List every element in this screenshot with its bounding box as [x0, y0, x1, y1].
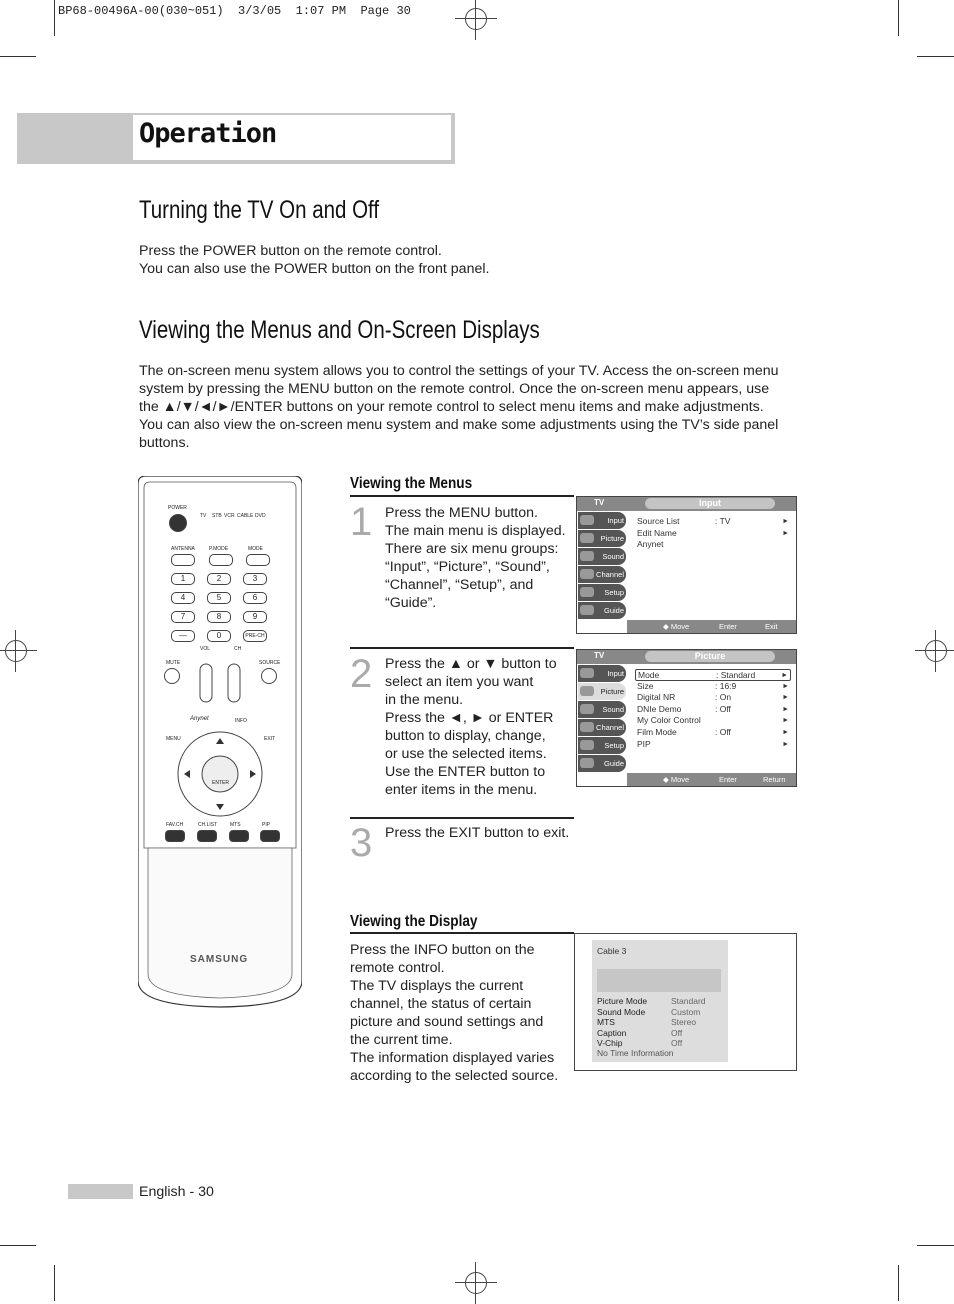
menus-intro	[139, 362, 799, 452]
step-1-line: “Input”, “Picture”, “Sound”,	[385, 559, 550, 575]
display-line: channel, the status of certain	[350, 996, 532, 1012]
osd-tv-label: TV	[594, 651, 605, 660]
menus-heading: Viewing the Menus and On-Screen Displays	[139, 316, 540, 344]
remote-exit-label: EXIT	[264, 736, 276, 742]
osd-row-value: : Standard	[716, 670, 756, 680]
step-3-text: Press the EXIT button to exit.	[385, 825, 570, 841]
picture-icon	[580, 686, 594, 696]
osd-row	[635, 727, 791, 739]
step-1-number: 1	[350, 500, 373, 544]
guide-icon	[580, 605, 594, 615]
osd-side-label: Picture	[600, 534, 624, 543]
antenna-button	[171, 554, 195, 566]
digit-button: 2	[207, 573, 231, 585]
osd-footer-return: Return	[763, 775, 786, 784]
section-title: Operation	[139, 118, 277, 149]
osd-row-label: My Color Control	[637, 715, 701, 726]
remote-source-stb: STB	[212, 513, 222, 519]
remote-control-illustration	[138, 476, 302, 1008]
info-label: Sound Mode	[597, 1006, 646, 1017]
osd-row-label: Digital NR	[637, 692, 676, 703]
osd-rows	[635, 669, 791, 750]
display-line: according to the selected source.	[350, 1068, 559, 1084]
remote-ch-label: CH	[234, 646, 242, 652]
setup-icon	[580, 740, 594, 750]
osd-side-label: Input	[607, 516, 624, 525]
registration-mark-left	[0, 632, 35, 670]
digit-button: 9	[243, 611, 267, 623]
osd-side-label: Setup	[604, 588, 624, 597]
osd-row-selected	[635, 669, 791, 681]
osd-side-item-channel	[578, 719, 626, 736]
sound-icon	[580, 551, 594, 561]
remote-anynet-label: Anynet	[190, 716, 209, 722]
osd-row-value: : On	[715, 692, 732, 703]
step-2-line: select an item you want	[385, 674, 534, 690]
arrow-right-icon: ►	[782, 529, 789, 537]
step-1-line: “Channel”, “Setup”, and	[385, 577, 534, 593]
display-line: remote control.	[350, 960, 445, 976]
osd-row	[635, 704, 791, 716]
osd-side-item-guide	[578, 602, 626, 619]
guide-icon	[580, 758, 594, 768]
osd-side-item-input	[578, 512, 626, 529]
display-line: picture and sound settings and	[350, 1014, 544, 1030]
display-line: The TV displays the current	[350, 978, 524, 994]
osd-side-item-channel	[578, 566, 626, 583]
arrow-right-icon: ►	[782, 728, 789, 736]
viewing-display-heading: Viewing the Display	[350, 913, 478, 930]
osd-row-label: DNIe Demo	[637, 703, 682, 714]
remote-source-cable: CABLE	[237, 513, 254, 519]
digit-button: 6	[243, 592, 267, 604]
osd-row	[635, 739, 791, 751]
display-line: Press the INFO button on the	[350, 942, 535, 958]
menus-intro-line: the ▲/▼/◄/►/ENTER buttons on your remote control to select menu items and make adjustments.	[139, 399, 764, 415]
mts-button	[229, 830, 249, 842]
osd-row	[635, 715, 791, 727]
info-values	[671, 996, 706, 1049]
osd-side-item-setup	[578, 584, 626, 601]
osd-side-item-setup	[578, 737, 626, 754]
turning-heading: Turning the TV On and Off	[139, 196, 380, 224]
remote-favch-label: FAV.CH	[166, 822, 184, 828]
step-1-line: Press the MENU button.	[385, 505, 538, 521]
osd-row-value: : Off	[715, 703, 731, 714]
osd-side-item-input	[578, 665, 626, 682]
remote-source-label: SOURCE	[259, 660, 281, 666]
arrow-right-icon: ►	[782, 717, 789, 725]
print-header: BP68-00496A-00(030~051) 3/3/05 1:07 PM Page 30	[58, 4, 411, 18]
digit-button: 7	[171, 611, 195, 623]
osd-row	[635, 539, 791, 551]
input-icon	[580, 668, 594, 678]
osd-footer-move: ◆ Move	[663, 622, 690, 631]
digit-button: 1	[171, 573, 195, 585]
osd-side-label: Guide	[603, 606, 624, 615]
step-3-rule	[350, 817, 574, 819]
digit-button: —	[171, 630, 195, 642]
osd-side-item-sound	[578, 548, 626, 565]
osd-picture-menu	[576, 649, 797, 787]
pip-button	[260, 830, 280, 842]
footer-band	[68, 1184, 133, 1199]
input-icon	[580, 515, 594, 525]
remote-pip-label: PIP	[262, 822, 271, 828]
info-label: MTS	[597, 1017, 615, 1027]
remote-power-label: POWER	[168, 505, 187, 511]
turning-line-2: You can also use the POWER button on the front panel.	[139, 261, 490, 277]
osd-row	[635, 681, 791, 693]
step-1-line: The main menu is displayed.	[385, 523, 566, 539]
osd-side-label: Input	[607, 669, 624, 678]
sound-icon	[580, 704, 594, 714]
arrow-right-icon: ►	[782, 705, 789, 713]
step-1-line: There are six menu groups:	[385, 541, 559, 557]
step-2-text	[385, 655, 557, 799]
step-2-line: or use the selected items.	[385, 746, 547, 762]
power-button	[169, 514, 187, 532]
remote-pmode-label: P.MODE	[209, 546, 229, 552]
channel-icon	[580, 569, 594, 579]
osd-side-label: Channel	[596, 723, 624, 732]
prech-button: PRE-CH	[243, 630, 267, 642]
info-label: V-Chip	[597, 1038, 623, 1048]
digit-button: 3	[243, 573, 267, 585]
osd-footer-enter: Enter	[719, 775, 737, 784]
step-2-line: Use the ENTER button to	[385, 764, 546, 780]
registration-mark-right	[917, 632, 954, 670]
remote-mode-label: MODE	[248, 546, 263, 552]
osd-footer-move: ◆ Move	[663, 775, 690, 784]
display-line: The information displayed varies	[350, 1050, 555, 1066]
osd-row-label: Edit Name	[637, 527, 677, 538]
osd-row-label: Source List	[637, 516, 680, 526]
step-2-rule	[350, 647, 574, 649]
osd-footer	[627, 620, 796, 633]
step-2-line: button to display, change,	[385, 728, 546, 744]
info-label: Caption	[597, 1027, 627, 1038]
info-value: Off	[671, 1038, 683, 1048]
info-labels	[597, 996, 647, 1049]
pmode-button	[209, 554, 233, 566]
remote-mute-label: MUTE	[166, 660, 181, 666]
remote-source-vcr: VCR	[224, 513, 235, 519]
arrow-right-icon: ►	[782, 694, 789, 702]
step-3-number: 3	[350, 821, 373, 865]
channel-icon	[580, 722, 594, 732]
osd-rows	[635, 516, 791, 551]
osd-menu-title: Picture	[645, 651, 775, 662]
arrow-right-icon: ►	[782, 518, 789, 525]
viewing-display-text	[350, 941, 558, 1085]
osd-input-menu	[576, 496, 797, 634]
osd-side-label: Setup	[604, 741, 624, 750]
info-time: No Time Information	[597, 1048, 674, 1058]
menus-intro-line: buttons.	[139, 435, 190, 451]
info-value: Stereo	[671, 1017, 697, 1027]
remote-brand-logo: SAMSUNG	[190, 954, 249, 965]
arrow-right-icon: ►	[782, 682, 789, 690]
digit-button: 8	[207, 611, 231, 623]
digit-button: 5	[207, 592, 231, 604]
osd-side-menu	[578, 512, 626, 620]
arrow-right-icon: ►	[781, 672, 788, 679]
osd-row-value: : TV	[715, 516, 731, 526]
info-value: Standard	[671, 996, 706, 1006]
turning-line-1: Press the POWER button on the remote control.	[139, 243, 442, 259]
osd-footer-enter: Enter	[719, 622, 737, 631]
osd-row-value: : Off	[715, 726, 731, 737]
remote-chlist-label: CH.LIST	[198, 822, 218, 828]
remote-source-dvd: DVD	[255, 513, 266, 519]
osd-side-item-picture	[578, 530, 626, 547]
chlist-button	[197, 830, 217, 842]
remote-info-label: INFO	[235, 718, 247, 724]
osd-row-label: PIP	[637, 738, 651, 749]
registration-mark-bottom	[457, 1264, 495, 1302]
remote-antenna-label: ANTENNA	[171, 546, 195, 552]
step-2-number: 2	[350, 652, 373, 696]
osd-row-label: Film Mode	[637, 726, 677, 737]
mode-button	[246, 554, 270, 566]
osd-footer	[627, 773, 796, 786]
step-2-line: Press the ◄, ► or ENTER	[385, 710, 554, 726]
remote-source-tv: TV	[200, 513, 207, 519]
osd-side-item-guide	[578, 755, 626, 772]
remote-mts-label: MTS	[230, 822, 241, 828]
page-number: English - 30	[139, 1184, 214, 1200]
picture-icon	[580, 533, 594, 543]
digit-button: 4	[171, 592, 195, 604]
favch-button	[165, 830, 185, 842]
viewing-menus-heading: Viewing the Menus	[350, 475, 473, 492]
info-channel: Cable 3	[597, 946, 627, 956]
source-button	[261, 668, 277, 684]
osd-row	[635, 528, 791, 540]
osd-side-label: Sound	[602, 552, 624, 561]
menus-intro-line: The on-screen menu system allows you to control the settings of your TV. Access the on-screen menu	[139, 363, 779, 379]
remote-vol-label: VOL	[200, 646, 211, 652]
menus-intro-line: system by pressing the MENU button on the remote control. Once the on-screen menu appears, use	[139, 381, 770, 397]
osd-side-item-picture	[578, 683, 626, 700]
info-title-strip	[597, 969, 721, 992]
osd-row-label: Mode	[638, 670, 660, 680]
osd-row	[635, 692, 791, 704]
osd-tv-label: TV	[594, 498, 605, 507]
viewing-menus-rule	[350, 495, 574, 497]
viewing-display-rule	[350, 932, 574, 934]
mute-button	[164, 668, 180, 684]
digit-button: 0	[207, 630, 231, 642]
osd-row-label: Size	[637, 680, 654, 691]
step-1-text	[385, 504, 566, 612]
step-2-line: Press the ▲ or ▼ button to	[385, 656, 557, 672]
step-1-line: “Guide”.	[385, 595, 437, 611]
info-label: Picture Mode	[597, 996, 648, 1006]
remote-menu-label: MENU	[166, 736, 181, 742]
step-2-line: enter items in the menu.	[385, 782, 538, 798]
osd-menu-title: Input	[645, 498, 775, 509]
osd-side-label: Sound	[602, 705, 624, 714]
osd-row	[635, 516, 791, 528]
setup-icon	[580, 587, 594, 597]
info-display-panel	[592, 940, 728, 1062]
info-value: Off	[671, 1027, 683, 1038]
osd-side-label: Channel	[596, 570, 624, 579]
menus-intro-line: You can also view the on-screen menu system and make some adjustments using the TV’s side panel	[139, 417, 779, 433]
osd-row-label: Anynet	[637, 539, 664, 550]
osd-side-menu	[578, 665, 626, 773]
registration-mark-top	[457, 0, 495, 38]
osd-side-label: Guide	[603, 759, 624, 768]
osd-row-value: : 16:9	[715, 680, 737, 691]
osd-footer-exit: Exit	[765, 622, 778, 631]
info-value: Custom	[671, 1006, 701, 1017]
remote-enter-label: ENTER	[212, 780, 229, 786]
display-line: the current time.	[350, 1032, 453, 1048]
arrow-right-icon: ►	[782, 740, 789, 748]
osd-side-item-sound	[578, 701, 626, 718]
osd-side-label: Picture	[600, 687, 624, 696]
step-2-line: in the menu.	[385, 692, 464, 708]
